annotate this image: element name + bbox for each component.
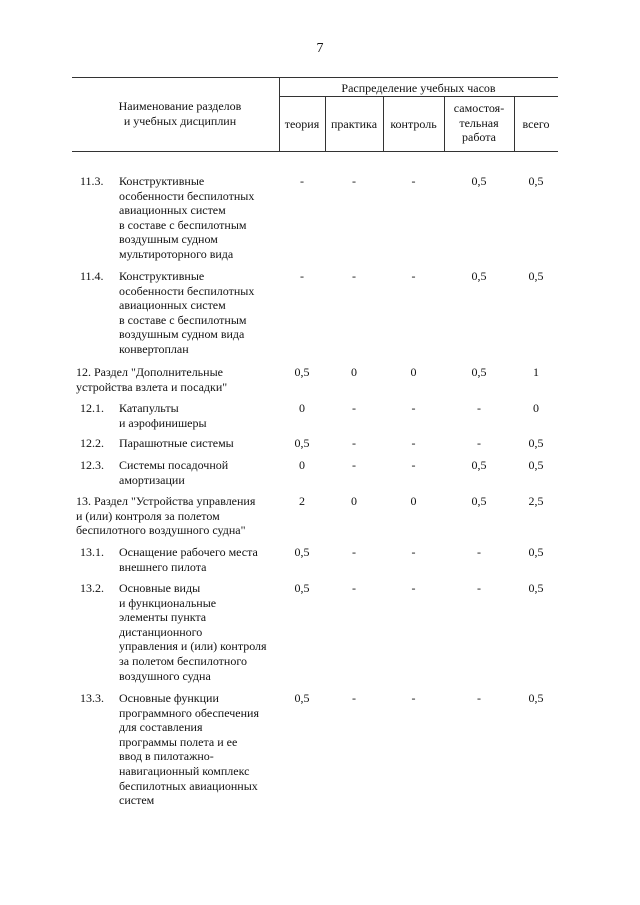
cell-control: - — [411, 458, 416, 472]
row-number: 12.1. — [80, 401, 104, 415]
row-name: Системы посадочной амортизации — [119, 458, 229, 487]
row-name: Основные функции программного обеспечения для составления программы полета и ее ввод в пилотажно- навигационный комплекс беспилотных авиационных систем — [119, 691, 259, 808]
cell-total: 0,5 — [528, 545, 544, 559]
cell-practice: 0 — [351, 494, 357, 508]
cell-control: 0 — [410, 365, 417, 379]
cell-control: - — [411, 581, 416, 595]
cell-self-study: 0,5 — [471, 458, 487, 472]
cell-practice: - — [352, 458, 356, 472]
cell-practice: 0 — [351, 365, 357, 379]
cell-practice: - — [352, 691, 356, 705]
cell-self-study: 0,5 — [471, 494, 487, 508]
row-number: 12.3. — [80, 458, 104, 472]
header-practice: практика — [330, 117, 378, 131]
cell-self-study: 0,5 — [471, 269, 487, 283]
cell-self-study: 0,5 — [471, 174, 487, 188]
row-name: Оснащение рабочего места внешнего пилота — [119, 545, 258, 574]
header-bottom-rule — [72, 151, 558, 152]
cell-control: - — [411, 401, 416, 415]
section-title: 12. Раздел "Дополнительные устройства взлета и посадки" — [76, 365, 228, 394]
cell-control: - — [411, 436, 416, 450]
header-theory: теория — [284, 117, 320, 131]
cell-total: 0,5 — [528, 436, 544, 450]
row-name: Катапульты и аэрофинишеры — [119, 401, 207, 430]
cell-total: 2,5 — [528, 494, 544, 508]
cell-self-study: - — [477, 581, 481, 595]
cell-self-study: - — [477, 545, 481, 559]
cell-control: - — [411, 174, 416, 188]
row-name: Конструктивные особенности беспилотных авиационных систем в составе с беспилотным воздушным судном мультироторного вида — [119, 174, 255, 261]
page-number: 7 — [316, 41, 324, 56]
row-name: Основные виды и функциональные элементы пункта дистанционного управления и (или) контроля за полетом беспилотного воздушного судна — [119, 581, 267, 683]
cell-total: 0,5 — [528, 691, 544, 705]
cell-theory: 0,5 — [294, 581, 310, 595]
cell-total: 0,5 — [528, 581, 544, 595]
row-number: 13.3. — [80, 691, 104, 705]
row-number: 11.4. — [80, 269, 104, 283]
cell-control: 0 — [410, 494, 417, 508]
row-number: 12.2. — [80, 436, 104, 450]
header-control: контроль — [390, 117, 437, 131]
row-number: 13.1. — [80, 545, 104, 559]
header-name-column: Наименование разделов и учебных дисциплин — [118, 99, 242, 128]
cell-control: - — [411, 545, 416, 559]
cell-practice: - — [352, 545, 356, 559]
header-self-study: самостоя- тельная работа — [453, 101, 505, 145]
cell-self-study: 0,5 — [471, 365, 487, 379]
cell-total: 0,5 — [528, 458, 544, 472]
cell-total: 1 — [533, 365, 539, 379]
header-total: всего — [522, 117, 550, 131]
cell-self-study: - — [477, 691, 481, 705]
row-number: 13.2. — [80, 581, 104, 595]
cell-practice: - — [352, 436, 356, 450]
cell-theory: 0,5 — [294, 436, 310, 450]
cell-self-study: - — [477, 436, 481, 450]
cell-control: - — [411, 691, 416, 705]
cell-theory: 0,5 — [294, 365, 310, 379]
header-distribution: Распределение учебных часов — [341, 81, 496, 95]
distribution-rule — [279, 96, 558, 97]
cell-control: - — [411, 269, 416, 283]
cell-theory: 0,5 — [294, 691, 310, 705]
row-name: Конструктивные особенности беспилотных авиационных систем в составе с беспилотным воздушным судном вида конвертоплан — [119, 269, 255, 356]
cell-theory: 2 — [299, 494, 305, 508]
cell-total: 0,5 — [528, 269, 544, 283]
cell-total: 0 — [533, 401, 539, 415]
row-number: 11.3. — [80, 174, 104, 188]
cell-practice: - — [352, 269, 356, 283]
cell-theory: - — [300, 174, 304, 188]
cell-theory: 0 — [299, 401, 305, 415]
cell-practice: - — [352, 401, 356, 415]
cell-practice: - — [352, 581, 356, 595]
cell-practice: - — [352, 174, 356, 188]
row-name: Парашютные системы — [119, 436, 234, 450]
section-title: 13. Раздел "Устройства управления и (или) контроля за полетом беспилотного воздушного судна" — [76, 494, 256, 538]
cell-theory: - — [300, 269, 304, 283]
cell-self-study: - — [477, 401, 481, 415]
cell-total: 0,5 — [528, 174, 544, 188]
cell-theory: 0 — [299, 458, 305, 472]
header-top-rule — [72, 77, 558, 78]
cell-theory: 0,5 — [294, 545, 310, 559]
